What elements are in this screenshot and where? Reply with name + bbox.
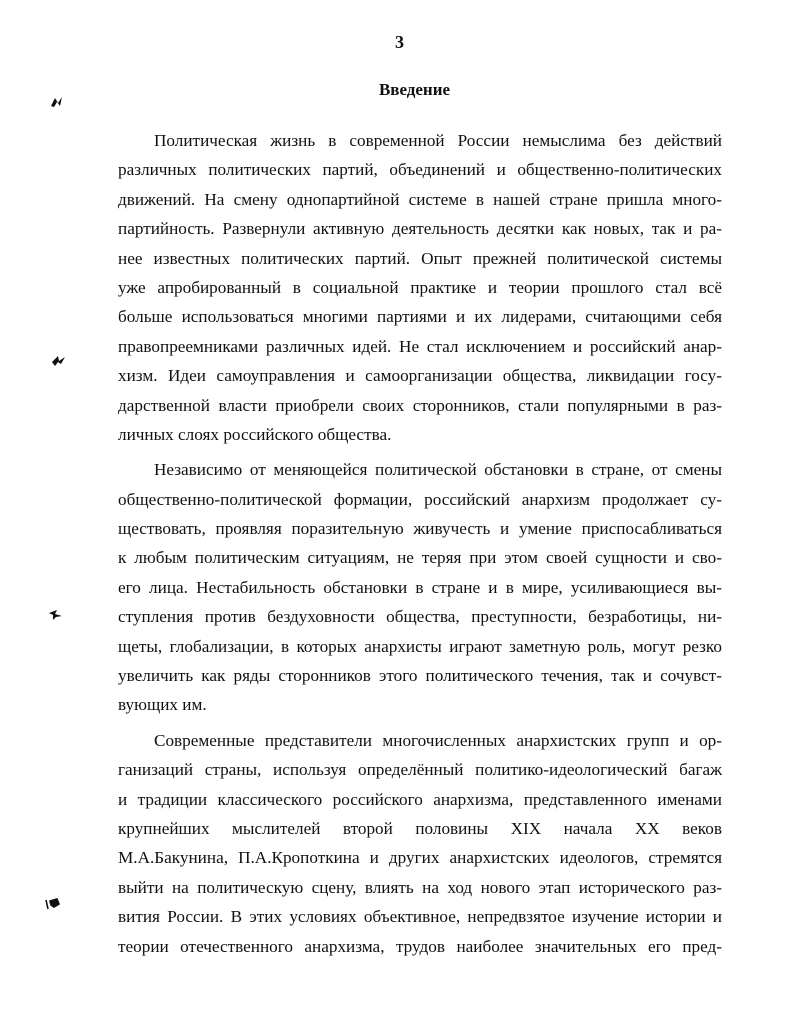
margin-scan-mark (47, 606, 65, 622)
text-line: теории отечественного анархизма, трудов наиболее значительных его пред- (118, 936, 722, 956)
text-line: различных политических партий, объединений и общественно-политических (118, 160, 722, 180)
text-line: партийность. Развернули активную деятельность десятки как новых, так и ра- (118, 219, 722, 239)
page-number: 3 (395, 32, 404, 52)
text-line: больше использоваться многими партиями и их лидерами, считающими себя (118, 307, 722, 327)
text-line: Современные представители многочисленных анархистских групп и ор- (154, 730, 722, 750)
text-line: нее известных политических партий. Опыт прежней политической системы (118, 248, 722, 268)
text-line: М.А.Бакунина, П.А.Кропоткина и других анархистских идеологов, стремятся (118, 848, 722, 868)
text-line: ганизаций страны, используя определённый политико-идеологический багаж (118, 760, 722, 780)
paragraph-1 (118, 126, 722, 449)
text-line: щеты, глобализации, в которых анархисты играют заметную роль, могут резко (118, 636, 722, 656)
text-line: и традиции классического российского анархизма, представленного именами (118, 789, 722, 809)
text-line: личных слоях российского общества. (118, 424, 392, 444)
margin-scan-mark (50, 353, 68, 369)
section-heading: Введение (378, 80, 451, 99)
text-line: увеличить как ряды сторонников этого политического течения, так и сочувст- (118, 666, 722, 686)
paragraph-3 (118, 726, 722, 961)
text-line: дарственной власти приобрели своих сторонников, стали популярными в раз- (118, 395, 722, 415)
text-line: Независимо от меняющейся политической обстановки в стране, от смены (154, 460, 722, 480)
text-line: вития России. В этих условиях объективное, непредвзятое изучение истории и (118, 907, 722, 927)
text-line: к любым политическим ситуациям, не теряя при этом своей сущности и сво- (118, 548, 722, 568)
text-line: хизм. Идеи самоуправления и самоорганизации общества, ликвидации госу- (118, 366, 722, 386)
text-line: движений. На смену однопартийной системе в нашей стране пришла много- (118, 189, 722, 209)
text-line: вующих им. (118, 695, 207, 715)
text-line: его лица. Нестабильность обстановки в стране и в мире, усиливающиеся вы- (118, 577, 722, 597)
text-line: правопреемниками различных идей. Не стал исключением и российский анар- (118, 336, 722, 356)
text-line: общественно-политической формации, российский анархизм продолжает су- (118, 489, 722, 509)
margin-scan-mark (44, 896, 62, 912)
text-line: ступления против бездуховности общества, преступности, безработицы, ни- (118, 607, 722, 627)
text-line: уже апробированный в социальной практике и теории прошлого стал всё (118, 277, 722, 297)
paragraph-2 (118, 455, 722, 720)
text-line: крупнейших мыслителей второй половины XIX начала XX веков (118, 818, 722, 838)
text-line: Политическая жизнь в современной России немыслима без действий (154, 131, 722, 150)
margin-scan-mark (48, 94, 66, 110)
text-line: выйти на политическую сцену, влиять на ход нового этап исторического раз- (118, 877, 722, 897)
document-body (118, 126, 722, 961)
text-line: ществовать, проявляя поразительную живучесть и умение приспосабливаться (118, 519, 722, 539)
